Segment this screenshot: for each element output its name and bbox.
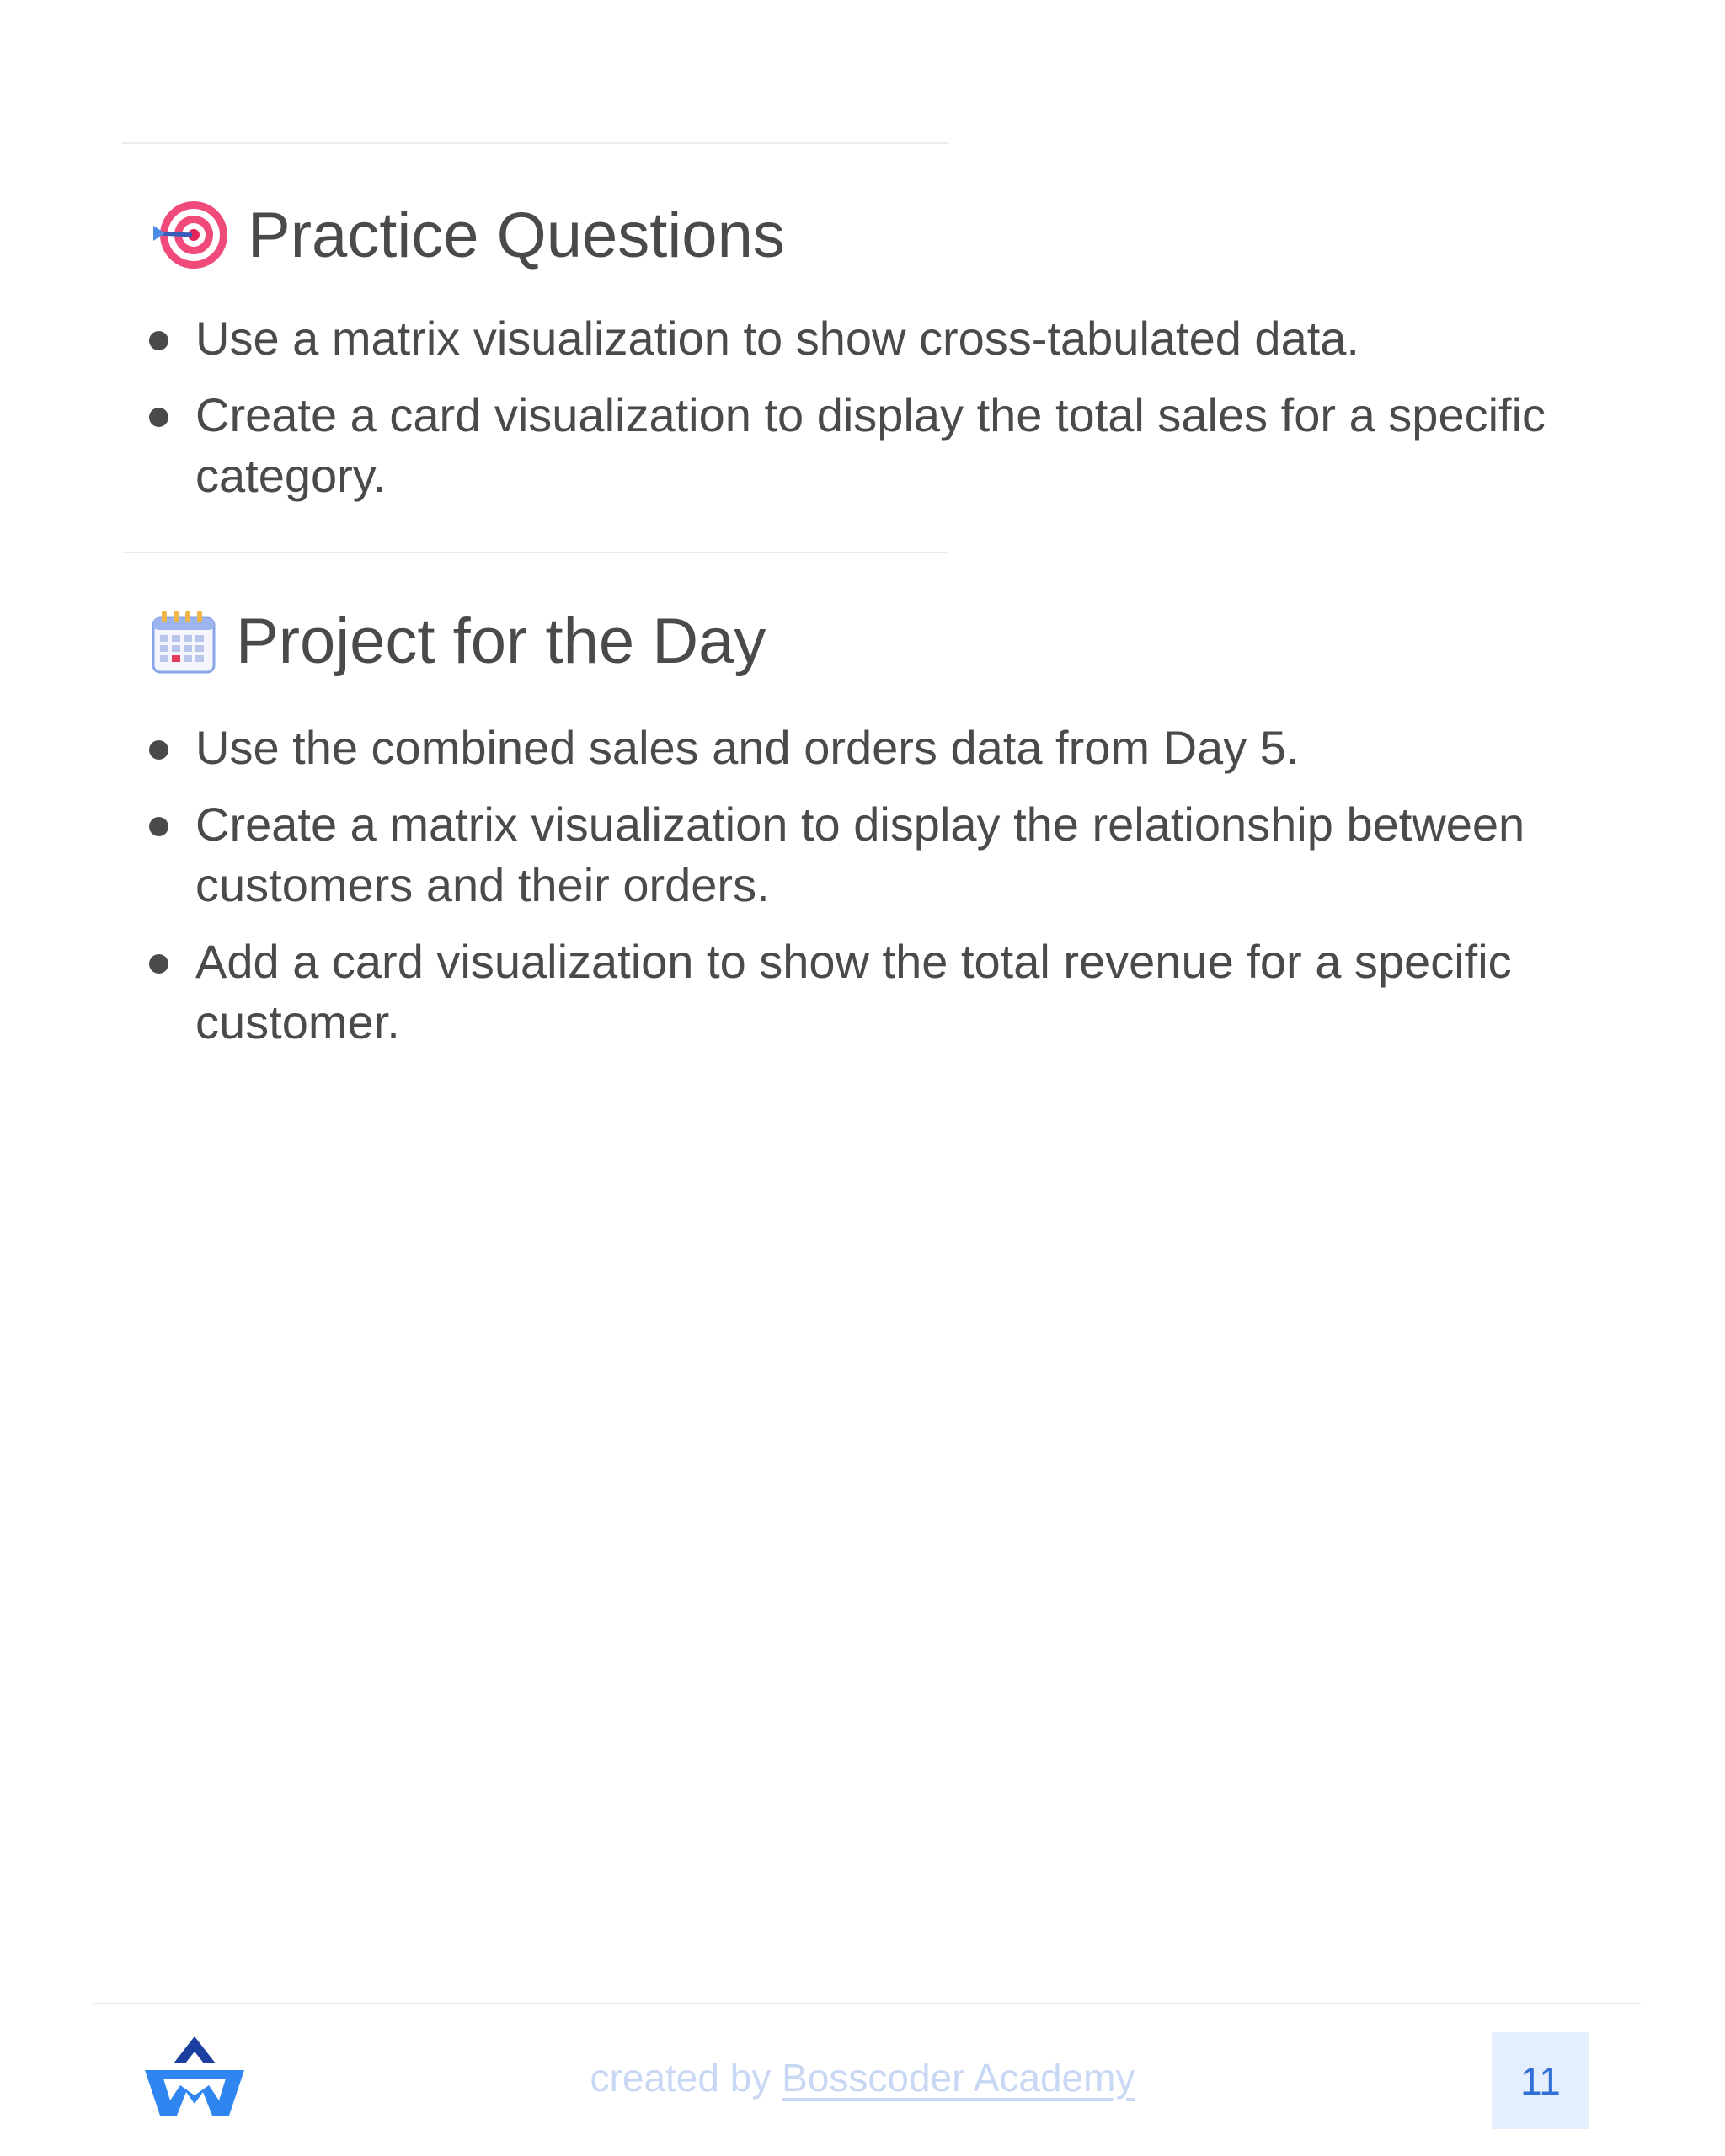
bullet-icon (149, 740, 168, 760)
credit-prefix: created by (590, 2056, 782, 2100)
section-divider-middle (122, 552, 948, 553)
bullet-icon (149, 817, 168, 836)
practice-questions-list (143, 308, 1609, 522)
section-title: Practice Questions (248, 199, 785, 271)
bullet-icon (149, 331, 168, 350)
target-icon (150, 195, 229, 275)
calendar-icon (150, 608, 217, 675)
section-divider-top (122, 142, 948, 144)
bosscoder-academy-link[interactable]: Bosscoder Academy (782, 2056, 1135, 2100)
list-item: Use the combined sales and orders data from Day 5. (143, 718, 1609, 778)
practice-questions-heading (150, 195, 785, 275)
project-tasks-list (143, 718, 1609, 1069)
list-item: Add a card visualization to show the total revenue for a specific customer. (143, 931, 1609, 1053)
list-item: Create a card visualization to display the total sales for a specific category. (143, 385, 1609, 506)
list-item: Use a matrix visualization to show cross-tabulated data. (143, 308, 1609, 369)
footer-credit (0, 2055, 1725, 2100)
section-title: Project for the Day (236, 606, 766, 677)
bullet-icon (149, 954, 168, 974)
list-item: Create a matrix visualization to display the relationship between customers and their orders. (143, 794, 1609, 915)
footer-divider (93, 2003, 1641, 2004)
project-for-the-day-heading (150, 605, 766, 678)
page-number: 11 (1492, 2032, 1589, 2129)
bullet-icon (149, 408, 168, 427)
